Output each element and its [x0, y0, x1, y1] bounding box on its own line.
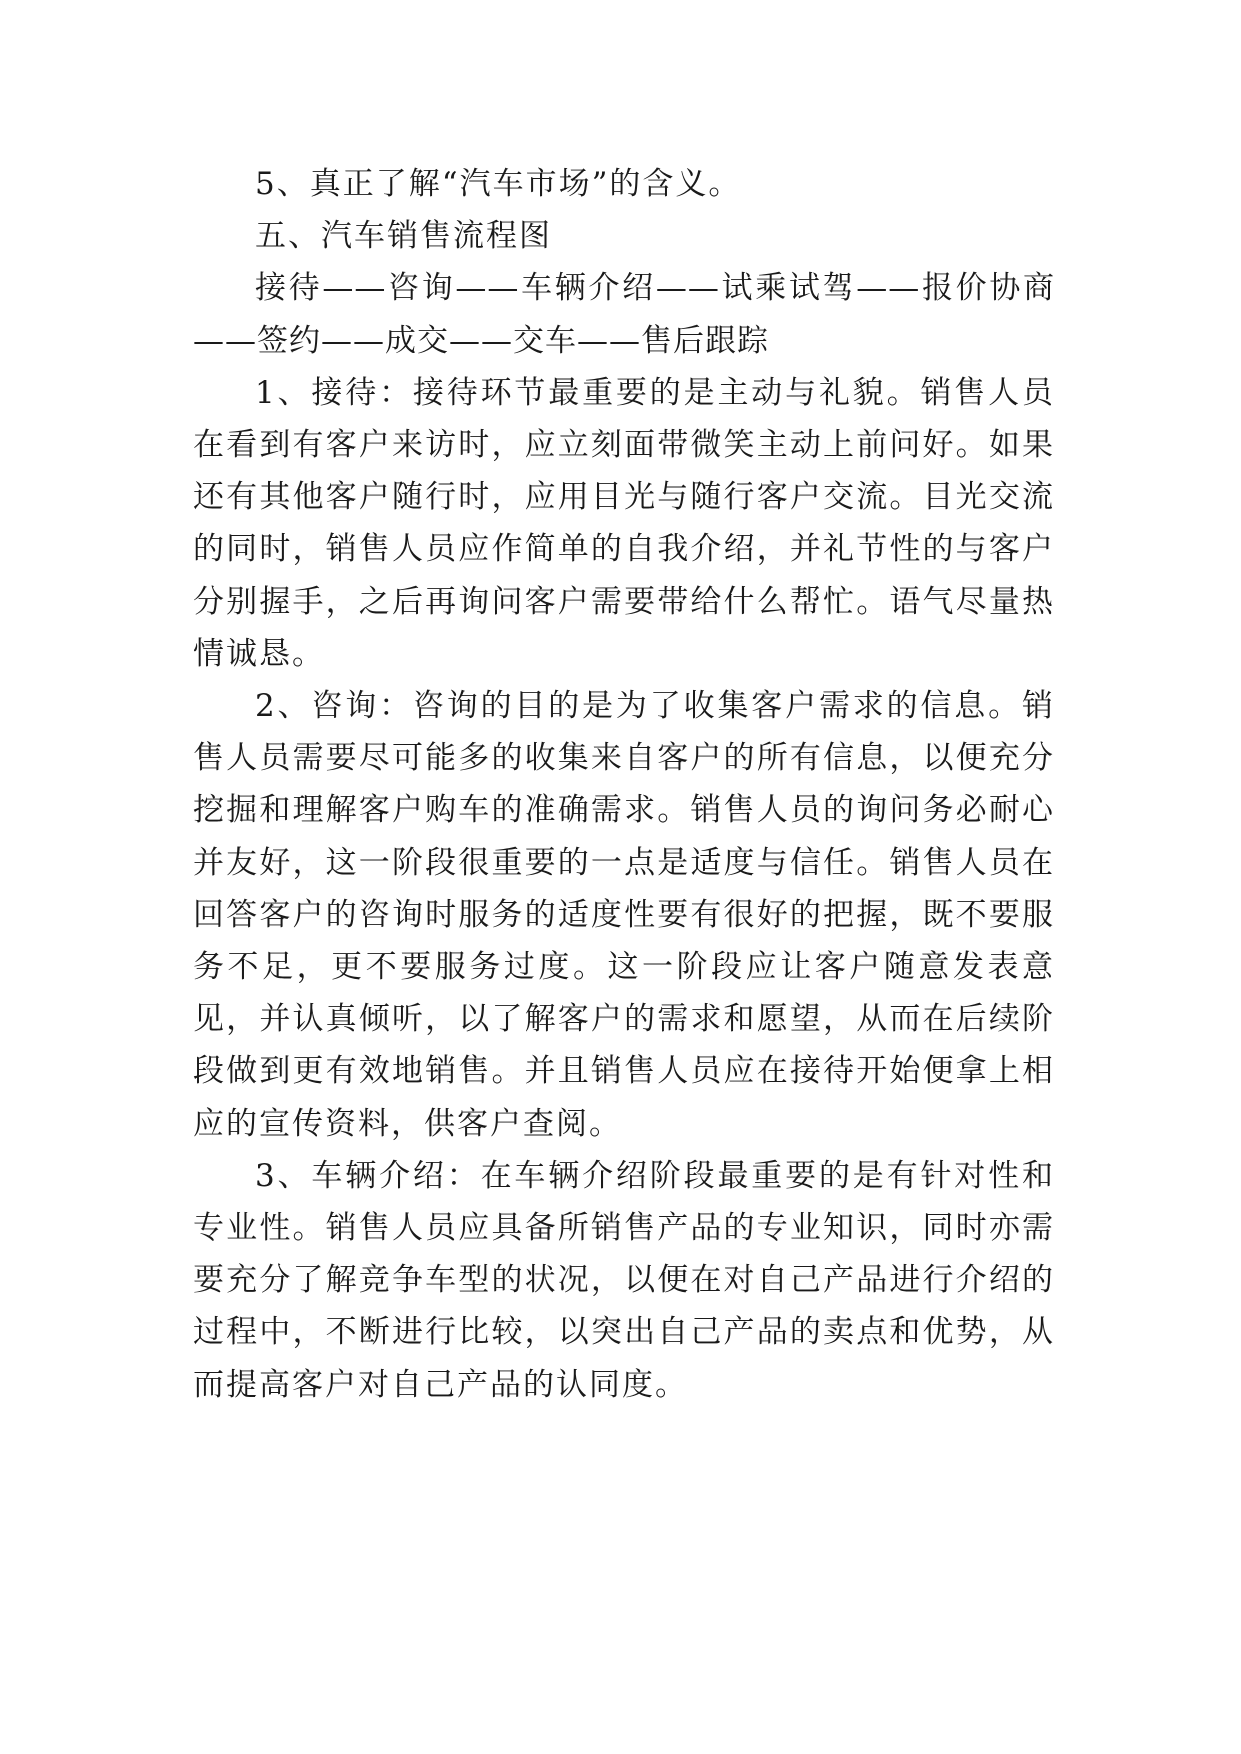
paragraph-consultation: 2、咨询：咨询的目的是为了收集客户需求的信息。销售人员需要尽可能多的收集来自客户的所有信息，以便充分挖掘和理解客户购车的准确需求。销售人员的询问务必耐心并友好，这一阶段很重要的一点是适度与信任。销售人员在回答客户的咨询时服务的适度性要有很好的把握，既不要服务不足，更不要服务过度。这一阶段应让客户随意发表意见，并认真倾听，以了解客户的需求和愿望，从而在后续阶段做到更有效地销售。并且销售人员应在接待开始便拿上相应的宣传资料，供客户查阅。: [193, 688, 1055, 1142]
paragraph-vehicle-introduction: 3、车辆介绍：在车辆介绍阶段最重要的是有针对性和专业性。销售人员应具备所销售产品的专业知识，同时亦需要充分了解竞争车型的状况，以便在对自己产品进行介绍的过程中，不断进行比较，以突出自己产品的卖点和优势，从而提高客户对自己产品的认同度。: [193, 1157, 1055, 1403]
sales-flow-sequence: 接待——咨询——车辆介绍——试乘试驾——报价协商——签约——成交——交车——售后跟踪: [193, 270, 1055, 359]
section-heading-sales-flowchart: 五、汽车销售流程图: [255, 218, 552, 255]
document-body: [193, 158, 1055, 1411]
paragraph-reception: 1、接待：接待环节最重要的是主动与礼貌。销售人员在看到有客户来访时，应立刻面带微笑主动上前问好。如果还有其他客户随行时，应用目光与随行客户交流。目光交流的同时，销售人员应作简单的自我介绍，并礼节性的与客户分别握手，之后再询问客户需要带给什么帮忙。语气尽量热情诚恳。: [193, 374, 1055, 672]
paragraph-item-5: 5、真正了解“汽车市场”的含义。: [255, 166, 742, 202]
